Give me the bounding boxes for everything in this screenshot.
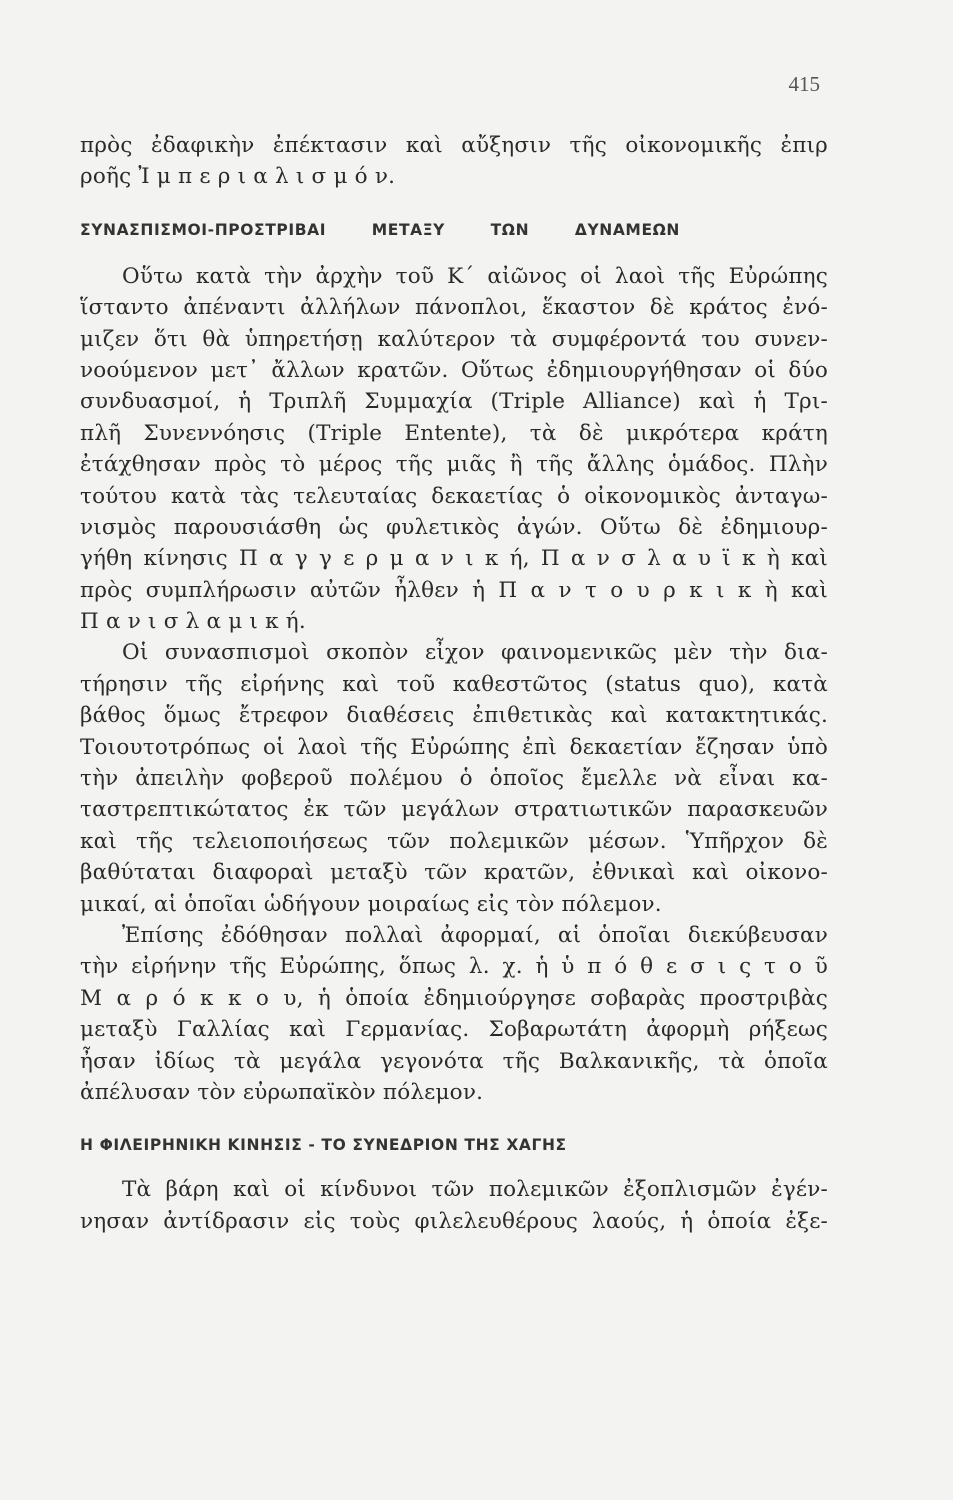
text-line: Ἐπίσης ἐδόθησαν πολλαὶ ἀφορμαί, αἱ ὁποῖαι διεκύβευσαν [122,922,828,948]
text-line: συνδυασμοί, ἡ Τριπλῆ Συμμαχία (Triple Alliance) καὶ ἡ Τρι- [80,389,828,415]
text-line: ἀπέλυσαν τὸν εὐρωπαϊκὸν πόλεμον. [80,1079,484,1105]
page-number: 415 [788,72,820,96]
paragraph-3 [80,637,828,920]
text-line: Μ α ρ ό κ κ ο υ, ἡ ὁποία ἐδημιούργησε σοβαρὰς προστριβὰς [80,985,828,1011]
paragraph-4 [80,920,828,1108]
paragraph-1 [80,130,828,193]
text-line: βάθος ὅμως ἔτρεφον διαθέσεις ἐπιθετικὰς καὶ κατακτητικάς. [80,703,828,729]
text-line: Οὕτω κατὰ τὴν ἀρχὴν τοῦ Κ΄ αἰῶνος οἱ λαοὶ τῆς Εὐρώπης [122,263,828,289]
text-line: πλῆ Συνεννόησις (Triple Entente), τὰ δὲ μικρότερα κράτη [80,420,828,446]
text-line: μιζεν ὅτι θὰ ὑπηρετήσῃ καλύτερον τὰ συμφέροντά του συνεν- [80,326,828,352]
text-line: ἦσαν ἰδίως τὰ μεγάλα γεγονότα τῆς Βαλκανικῆς, τὰ ὁποῖα [80,1048,828,1074]
text-line: γήθη κίνησις Π α γ γ ε ρ μ α ν ι κ ή, Π α ν σ λ α υ ϊ κ ὴ καὶ [80,546,828,572]
paragraph-5 [80,1174,828,1237]
paragraph-2 [80,261,828,638]
text-line: τήρησιν τῆς εἰρήνης καὶ τοῦ καθεστῶτος (status quo), κατὰ [80,671,828,697]
section-heading-alliances: ΣΥΝΑΣΠΙΣΜΟΙ-ΠΡΟΣΤΡΙΒΑΙ ΜΕΤΑΞΥ ΤΩΝ ΔΥΝΑΜΕΩΝ [80,220,680,239]
text-line: ταστρεπτικώτατος ἐκ τῶν μεγάλων στρατιωτικῶν παρασκευῶν [80,797,828,823]
text-line: τούτου κατὰ τὰς τελευταίας δεκαετίας ὁ οἰκονομικὸς ἀνταγω- [80,483,828,509]
text-line: Π α ν ι σ λ α μ ι κ ή. [80,609,306,635]
text-line: τὴν εἰρήνην τῆς Εὐρώπης, ὅπως λ. χ. ἡ ὑ π ό θ ε σ ι ς τ ο ῦ [80,954,828,980]
text-line: νησαν ἀντίδρασιν εἰς τοὺς φιλελευθέρους λαούς, ἡ ὁποία ἐξε- [80,1208,828,1234]
text-line: μικαί, αἱ ὁποῖαι ὡδήγουν μοιραίως εἰς τὸν πόλεμον. [80,891,662,917]
text-line: ροῆς Ἰ μ π ε ρ ι α λ ι σ μ ό ν. [80,164,396,190]
text-line: ἐτάχθησαν πρὸς τὸ μέρος τῆς μιᾶς ἢ τῆς ἄλλης ὁμάδος. Πλὴν [80,452,828,478]
text-line: νοούμενον μετ᾽ ἄλλων κρατῶν. Οὕτως ἐδημιουργήθησαν οἱ δύο [80,357,828,383]
section-heading-peace-movement: Η ΦΙΛΕΙΡΗΝΙΚΗ ΚΙΝΗΣΙΣ - ΤΟ ΣΥΝΕΔΡΙΟΝ ΤΗΣ ΧΑΓΗΣ [80,1136,567,1155]
text-line: μεταξὺ Γαλλίας καὶ Γερμανίας. Σοβαρωτάτη ἀφορμὴ ρήξεως [80,1017,828,1043]
text-line: καὶ τῆς τελειοποιήσεως τῶν πολεμικῶν μέσων. Ὑπῆρχον δὲ [80,828,828,854]
text-line: τὴν ἀπειλὴν φοβεροῦ πολέμου ὁ ὁποῖος ἔμελλε νὰ εἶναι κα- [80,766,828,792]
text-line: ἵσταντο ἀπέναντι ἀλλήλων πάνοπλοι, ἕκαστον δὲ κράτος ἐνό- [80,295,828,321]
text-line: βαθύταται διαφοραὶ μεταξὺ τῶν κρατῶν, ἐθνικαὶ καὶ οἰκονο- [80,860,828,886]
text-line: Τὰ βάρη καὶ οἱ κίνδυνοι τῶν πολεμικῶν ἐξοπλισμῶν ἐγέν- [122,1177,828,1203]
text-line: πρὸς ἐδαφικὴν ἐπέκτασιν καὶ αὔξησιν τῆς οἰκονομικῆς ἐπιρ [80,133,828,158]
page-body [80,130,828,1237]
text-line: Οἱ συνασπισμοὶ σκοπὸν εἶχον φαινομενικῶς μὲν τὴν δια- [122,640,828,666]
text-line: Τοιουτοτρόπως οἱ λαοὶ τῆς Εὐρώπης ἐπὶ δεκαετίαν ἔζησαν ὑπὸ [80,734,828,760]
text-line: πρὸς συμπλήρωσιν αὐτῶν ἦλθεν ἡ Π α ν τ ο υ ρ κ ι κ ὴ καὶ [80,577,828,603]
text-line: νισμὸς παρουσιάσθη ὡς φυλετικὸς ἀγών. Οὕτω δὲ ἐδημιουρ- [80,514,828,540]
